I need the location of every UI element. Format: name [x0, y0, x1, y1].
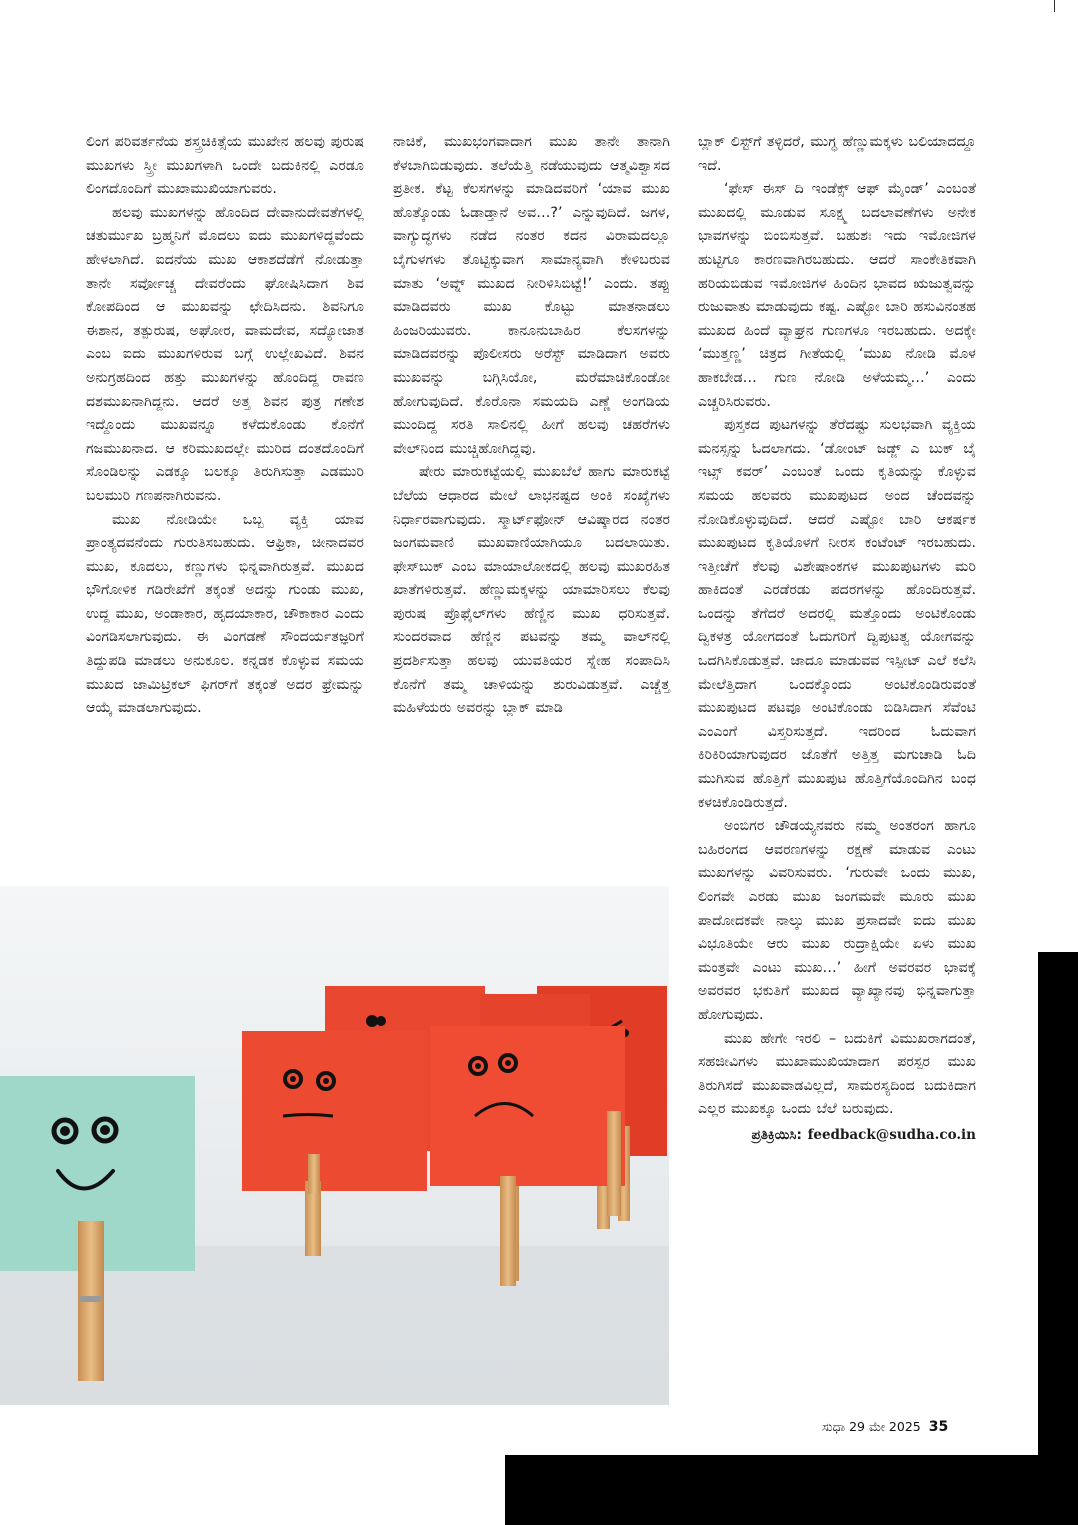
page-number: 35 [928, 1419, 949, 1435]
page-edge-band [1038, 952, 1078, 1525]
feedback-label: ಪ್ರತಿಕ್ರಿಯಿಸಿ: [751, 1126, 802, 1143]
paragraph: ‘ಫೇಸ್ ಈಸ್ ದಿ ಇಂಡೆಕ್ಸ್ ಆಫ್ ಮೈಂಡ್’ ಎಂಬಂತೆ ಮುಖದಲ್ಲಿ ಮೂಡುವ ಸೂಕ್ಷ್ಮ ಬದಲಾವಣೆಗಳು ಅನೇಕ ಭಾವಗಳನ್ನು ಬಿಂಬಿಸುತ್ತವೆ. ಬಹುಶಃ ಇದು ಇಮೋಜಿಗಳ ಹುಟ್ಟಿಗೂ ಕಾರಣವಾಗಿರಬಹುದು. ಆದರೆ ಸಾಂಕೇತಿಕವಾಗಿ ಹರಿಯಬಿಡುವ ಇಮೋಜಿಗಳ ಹಿಂದಿನ ಭಾವದ ಋಜುತ್ವವನ್ನು ರುಜುವಾತು ಮಾಡುವುದು ಕಷ್ಟ. ಎಷ್ಟೋ ಬಾರಿ ಹಸುವಿನಂತಹ ಮುಖದ ಹಿಂದೆ ವ್ಯಾಘ್ರನ ಗುಣಗಳೂ ಇರಬಹುದು. ಅದಕ್ಕೇ ‘ಮುತ್ತಣ್ಣ’ ಚಿತ್ರದ ಗೀತೆಯಲ್ಲಿ ‘ಮುಖ ನೋಡಿ ಮೊಳ ಹಾಕಬೇಡ… ಗುಣ ನೋಡಿ ಅಳೆಯಮ್ಮ…’ ಎಂದು ಎಚ್ಚರಿಸಿರುವರು. [698, 181, 976, 410]
paragraph: ಲಿಂಗ ಪರಿವರ್ತನೆಯ ಶಸ್ತ್ರಚಿಕಿತ್ಸೆಯ ಮುಖೇನ ಹಲವು ಪುರುಷ ಮುಖಗಳು ಸ್ತ್ರೀ ಮುಖಗಳಾಗಿ ಒಂದೇ ಬದುಕಿನಲ್ಲಿ ಎರಡೂ ಲಿಂಗದೊಂದಿಗೆ ಮುಖಾಮುಖಿಯಾಗುವರು. [86, 134, 364, 198]
paragraph: ಷೇರು ಮಾರುಕಟ್ಟೆಯಲ್ಲಿ ಮುಖಬೆಲೆ ಹಾಗು ಮಾರುಕಟ್ಟೆ ಬೆಲೆಯ ಆಧಾರದ ಮೇಲೆ ಲಾಭನಷ್ಟದ ಅಂಕಿ ಸಂಖ್ಯೆಗಳು ನಿರ್ಧಾರವಾಗುವುದು. ಸ್ಮಾರ್ಟ್‌ಫೋನ್ ಆವಿಷ್ಕಾರದ ನಂತರ ಜಂಗಮವಾಣಿ ಮುಖವಾಣಿಯಾಗಿಯೂ ಬದಲಾಯಿತು. ಫೇಸ್‌ಬುಕ್ ಎಂಬ ಮಾಯಾಲೋಕದಲ್ಲಿ ಹಲವು ಮುಖರಹಿತ ಖಾತೆಗಳಿರುತ್ತವೆ. ಹೆಣ್ಣುಮಕ್ಕಳನ್ನು ಯಾಮಾರಿಸಲು ಕೆಲವು ಪುರುಷ ಪ್ರೊಫೈಲ್‌ಗಳು ಹೆಣ್ಣಿನ ಮುಖ ಧರಿಸುತ್ತವೆ. ಸುಂದರವಾದ ಹೆಣ್ಣಿನ ಪಟವನ್ನು ತಮ್ಮ ವಾಲ್‌ನಲ್ಲಿ ಪ್ರದರ್ಶಿಸುತ್ತಾ ಹಲವು ಯುವತಿಯರ ಸ್ನೇಹ ಸಂಪಾದಿಸಿ ಕೊನೆಗೆ ತಮ್ಮ ಚಾಳಿಯನ್ನು ಶುರುವಿಡುತ್ತವೆ. ಎಚ್ಚೆತ್ತ ಮಹಿಳೆಯರು ಅವರನ್ನು ಬ್ಲಾಕ್ ಮಾಡಿ [393, 464, 670, 717]
paragraph: ಮುಖ ನೋಡಿಯೇ ಒಬ್ಬ ವ್ಯಕ್ತಿ ಯಾವ ಪ್ರಾಂತ್ಯದವನೆಂದು ಗುರುತಿಸಬಹುದು. ಆಫ್ರಿಕಾ, ಚೀನಾದವರ ಮುಖ, ಕೂದಲು, ಕಣ್ಣುಗಳು ಭಿನ್ನವಾಗಿರುತ್ತವೆ. ಮುಖದ ಭೌಗೋಳಿಕ ಗಡಿರೇಖೆಗೆ ತಕ್ಕಂತೆ ಅದನ್ನು ಗುಂಡು ಮುಖ, ಉದ್ದ ಮುಖ, ಅಂಡಾಕಾರ, ಹೃದಯಾಕಾರ, ಚೌಕಾಕಾರ ಎಂದು ವಿಂಗಡಿಸಲಾಗುವುದು. ಈ ವಿಂಗಡಣೆ ಸೌಂದರ್ಯತಜ್ಞರಿಗೆ ತಿದ್ದುಪಡಿ ಮಾಡಲು ಅನುಕೂಲ. ಕನ್ನಡಕ ಕೊಳ್ಳುವ ಸಮಯ ಮುಖದ ಜಾಮಿಟ್ರಿಕಲ್ ಫಿಗರ್‌ಗೆ ತಕ್ಕಂತೆ ಅದರ ಫ್ರೇಮನ್ನು ಆಯ್ಕೆ ಮಾಡಲಾಗುವುದು. [86, 511, 364, 717]
feedback-line [698, 1124, 976, 1148]
faces-photo [0, 886, 669, 1405]
paragraph: ಮುಖ ಹೇಗೇ ಇರಲಿ – ಬದುಕಿಗೆ ವಿಮುಖರಾಗದಂತೆ, ಸಹಜೀವಿಗಳು ಮುಖಾಮುಖಿಯಾದಾಗ ಪರಸ್ಪರ ಮುಖ ತಿರುಗಿಸದೆ ಮುಖವಾಡವಿಲ್ಲದೆ, ಸಾಮರಸ್ಯದಿಂದ ಬದುಕಿದಾಗ ಎಲ್ಲರ ಮುಖಕ್ಕೂ ಒಂದು ಬೆಲೆ ಬರುವುದು. [698, 1030, 976, 1118]
feedback-email-link[interactable]: feedback@sudha.co.in [807, 1126, 976, 1143]
magazine-name: ಸುಧಾ [822, 1419, 846, 1434]
column-2 [393, 131, 670, 721]
crop-mark [1054, 0, 1065, 12]
paragraph: ನಾಚಿಕೆ, ಮುಖಭಂಗವಾದಾಗ ಮುಖ ತಾನೇ ತಾನಾಗಿ ಕೆಳಬಾಗಿಬಿಡುವುದು. ತಲೆಯೆತ್ತಿ ನಡೆಯುವುದು ಆತ್ಮವಿಶ್ವಾಸದ ಪ್ರತೀಕ. ಕೆಟ್ಟ ಕೆಲಸಗಳನ್ನು ಮಾಡಿದವರಿಗೆ ‘ಯಾವ ಮುಖ ಹೊತ್ಕೊಂಡು ಓಡಾಡ್ತಾನೆ ಅವ…?’ ಎನ್ನುವುದಿದೆ. ಜಗಳ, ವಾಗ್ಯುದ್ಧಗಳು ನಡೆದ ನಂತರ ಕದನ ವಿರಾಮದಲ್ಲೂ ಬೈಗುಳಗಳು ತೊಟ್ಟಿಕ್ಕುವಾಗ ಸಾಮಾನ್ಯವಾಗಿ ಕೇಳಿಬರುವ ಮಾತು ‘ಅವ್ನ್ ಮುಖದ ನೀರಿಳಿಸಿಬಿಟ್ಟೆ!’ ಎಂದು. ತಪ್ಪು ಮಾಡಿದವರು ಮುಖ ಕೊಟ್ಟು ಮಾತನಾಡಲು ಹಿಂಜರಿಯುವರು. ಕಾನೂನುಬಾಹಿರ ಕೆಲಸಗಳನ್ನು ಮಾಡಿದವರನ್ನು ಪೊಲೀಸರು ಅರೆಸ್ಟ್ ಮಾಡಿದಾಗ ಅವರು ಮುಖವನ್ನು ಬಗ್ಗಿಸಿಯೋ, ಮರೆಮಾಚಿಕೊಂಡೋ ಹೋಗುವುದಿದೆ. ಕೊರೊನಾ ಸಮಯದಿ ಎಣ್ಣೆ ಅಂಗಡಿಯ ಮುಂದಿದ್ದ ಸರತಿ ಸಾಲಿನಲ್ಲಿ ಹೀಗೆ ಹಲವು ಚಹರೆಗಳು ವೇಲ್‌ನಿಂದ ಮುಚ್ಚಿಹೋಗಿದ್ದವು. [393, 134, 670, 457]
issue-date: 29 ಮೇ 2025 [849, 1419, 921, 1434]
column-3 [698, 131, 976, 1148]
page-footer [822, 1419, 948, 1435]
paragraph: ಅಂಬಿಗರ ಚೌಡಯ್ಯನವರು ನಮ್ಮ ಅಂತರಂಗ ಹಾಗೂ ಬಹಿರಂಗದ ಆವರಣಗಳನ್ನು ರಕ್ಷಣೆ ಮಾಡುವ ಎಂಟು ಮುಖಗಳನ್ನು ವಿವರಿಸುವರು. ‘ಗುರುವೇ ಒಂದು ಮುಖ, ಲಿಂಗವೇ ಎರಡು ಮುಖ ಜಂಗಮವೇ ಮೂರು ಮುಖ ಪಾದೋದಕವೇ ನಾಲ್ಕು ಮುಖ ಪ್ರಸಾದವೇ ಐದು ಮುಖ ವಿಭೂತಿಯೇ ಆರು ಮುಖ ರುದ್ರಾಕ್ಷಿಯೇ ಏಳು ಮುಖ ಮಂತ್ರವೇ ಎಂಟು ಮುಖ…’ ಹೀಗೆ ಅವರವರ ಭಾವಕ್ಕೆ ಅವರವರ ಭಕುತಿಗೆ ಮುಖದ ವ್ಯಾಖ್ಯಾನವು ಭಿನ್ನವಾಗುತ್ತಾ ಹೋಗುವುದು. [698, 818, 976, 1023]
paragraph: ಪುಸ್ತಕದ ಪುಟಗಳನ್ನು ತೆರೆದಷ್ಟು ಸುಲಭವಾಗಿ ವ್ಯಕ್ತಿಯ ಮನಸ್ಸನ್ನು ಓದಲಾಗದು. ‘ಡೋಂಟ್ ಜಡ್ಜ್ ಎ ಬುಕ್ ಬೈ ಇಟ್ಸ್ ಕವರ್’ ಎಂಬಂತೆ ಒಂದು ಕೃತಿಯನ್ನು ಕೊಳ್ಳುವ ಸಮಯ ಹಲವರು ಮುಖಪುಟದ ಅಂದ ಚೆಂದವನ್ನು ನೋಡಿಕೊಳ್ಳುವುದಿದೆ. ಆದರೆ ಎಷ್ಟೋ ಬಾರಿ ಆಕರ್ಷಕ ಮುಖಪುಟದ ಕೃತಿಯೊಳಗೆ ನೀರಸ ಕಂಟೆಂಟ್ ಇರಬಹುದು. ಇತ್ತೀಚೆಗೆ ಕೆಲವು ವಿಶೇಷಾಂಕಗಳ ಮುಖಪುಟಗಳು ಮರಿ ಹಾಕಿದಂತೆ ಎರಡೆರಡು ಪದರಗಳನ್ನು ಹೊಂದಿರುತ್ತವೆ. ಒಂದನ್ನು ತೆಗೆದರೆ ಅದರಲ್ಲಿ ಮತ್ತೊಂದು ಅಂಟಿಕೊಂಡು ದ್ವಿಕಳತ್ರ ಯೋಗದಂತೆ ಓದುಗರಿಗೆ ದ್ವಿಪುಟತ್ವ ಯೋಗವನ್ನು ಒದಗಿಸಿಕೊಡುತ್ತವೆ. ಜಾದೂ ಮಾಡುವವ ಇಸ್ಪೀಟ್ ಎಲೆ ಕಲೆಸಿ ಮೇಲೆತ್ತಿದಾಗ ಒಂದಕ್ಕೊಂದು ಅಂಟಿಕೊಂಡಿರುವಂತೆ ಮುಖಪುಟದ ಪಟವೂ ಅಂಟಿಕೊಂಡು ಬಿಡಿಸಿದಾಗ ಸೆವೆಂಟಿ ಎಂಎಂಗೆ ವಿಸ್ತರಿಸುತ್ತದೆ. ಇದರಿಂದ ಓದುವಾಗ ಕಿರಿಕಿರಿಯಾಗುವುದರ ಜೊತೆಗೆ ಅತ್ತಿತ್ತ ಮಗುಚಾಡಿ ಓದಿ ಮುಗಿಸುವ ಹೊತ್ತಿಗೆ ಮುಖಪುಟ ಹೊತ್ತಿಗೆಯೊಂದಿಗಿನ ಬಂಧ ಕಳಚಿಕೊಂಡಿರುತ್ತದೆ. [698, 417, 976, 811]
paragraph: ಹಲವು ಮುಖಗಳನ್ನು ಹೊಂದಿದ ದೇವಾನುದೇವತೆಗಳಲ್ಲಿ ಚತುರ್ಮುಖ ಬ್ರಹ್ಮನಿಗೆ ಮೊದಲು ಐದು ಮುಖಗಳಿದ್ದವೆಂದು ಹೇಳಲಾಗಿದೆ. ಐದನೆಯ ಮುಖ ಆಕಾಶದೆಡೆಗೆ ನೋಡುತ್ತಾ ತಾನೇ ಸರ್ವೋಚ್ಚ ದೇವರೆಂದು ಘೋಷಿಸಿದಾಗ ಶಿವ ಕೋಪದಿಂದ ಆ ಮುಖವನ್ನು ಛೇದಿಸಿದನು. ಶಿವನಿಗೂ ಈಶಾನ, ತತ್ಪುರುಷ, ಅಘೋರ, ವಾಮದೇವ, ಸದ್ಯೋಜಾತ ಎಂಬ ಐದು ಮುಖಗಳಿರುವ ಬಗ್ಗೆ ಉಲ್ಲೇಖವಿದೆ. ಶಿವನ ಅನುಗ್ರಹದಿಂದ ಹತ್ತು ಮುಖಗಳನ್ನು ಹೊಂದಿದ್ದ ರಾವಣ ದಶಮುಖನಾಗಿದ್ದನು. ಆದರೆ ಅತ್ತ ಶಿವನ ಪುತ್ರ ಗಣೇಶ ಇದ್ದೊಂದು ಮುಖವನ್ನೂ ಕಳೆದುಕೊಂಡು ಕೊನೆಗೆ ಗಜಮುಖನಾದ. ಆ ಕರಿಮುಖದಲ್ಲೇ ಮುರಿದ ದಂತದೊಂದಿಗೆ ಸೊಂಡಿಲನ್ನು ಎಡಕ್ಕೂ ಬಲಕ್ಕೂ ತಿರುಗಿಸುತ್ತಾ ಎಡಮುರಿ ಬಲಮುರಿ ಗಣಪನಾಗಿರುವನು. [86, 204, 364, 504]
column-1 [86, 131, 364, 721]
page-bottom-band [505, 1455, 1078, 1525]
paragraph: ಬ್ಲಾಕ್ ಲಿಸ್ಟ್‌ಗೆ ತಳ್ಳಿದರೆ, ಮುಗ್ಧ ಹೆಣ್ಣುಮಕ್ಕಳು ಬಲಿಯಾದದ್ದೂ ಇದೆ. [698, 134, 977, 174]
